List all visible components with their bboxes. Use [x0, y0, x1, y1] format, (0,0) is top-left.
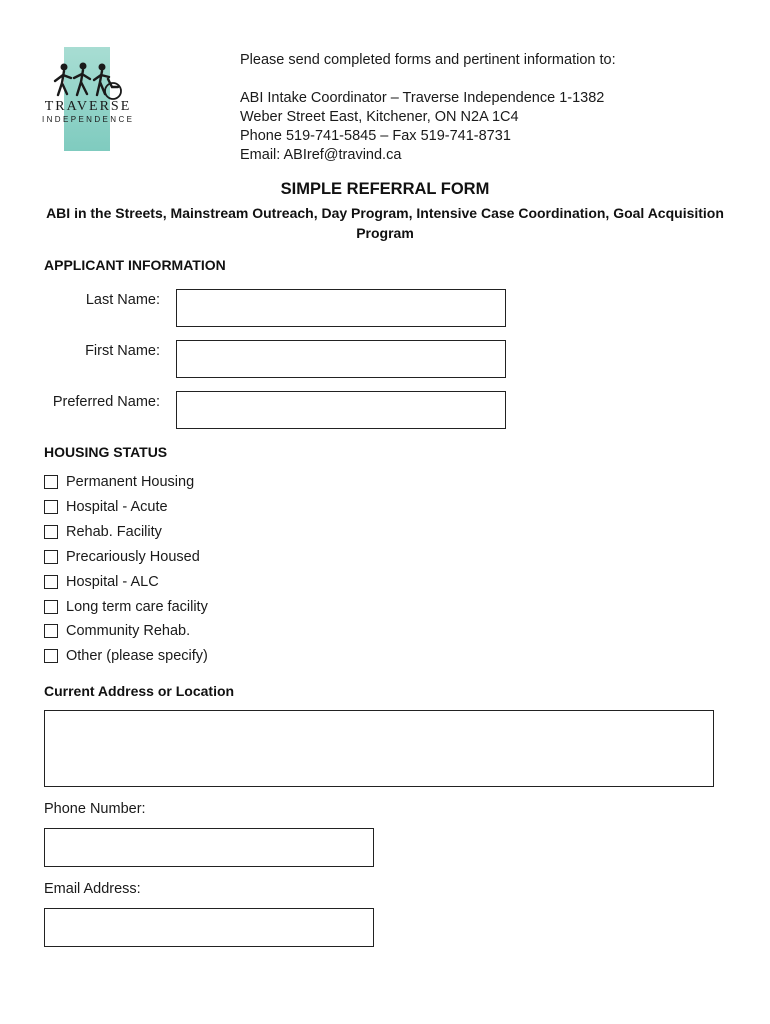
logo-wordmark: TRAVERSE — [44, 99, 132, 114]
housing-option-permanent[interactable] — [44, 472, 194, 492]
housing-option-label: Precariously Housed — [66, 549, 200, 565]
first-name-field[interactable] — [176, 340, 506, 378]
logo-figures-icon — [50, 61, 126, 103]
housing-option-rehab-facility[interactable] — [44, 522, 162, 542]
preferred-name-field[interactable] — [176, 391, 506, 429]
contact-intro: Please send completed forms and pertinent information to: — [240, 52, 616, 68]
checkbox[interactable] — [44, 525, 58, 539]
housing-option-label: Other (please specify) — [66, 648, 208, 664]
housing-option-hospital-alc[interactable] — [44, 572, 159, 592]
housing-heading: HOUSING STATUS — [44, 444, 168, 460]
housing-option-label: Community Rehab. — [66, 623, 191, 639]
checkbox[interactable] — [44, 500, 58, 514]
email-label: Email Address: — [44, 881, 141, 897]
traverse-logo — [42, 47, 134, 151]
form-subtitle: ABI in the Streets, Mainstream Outreach, Day Program, Intensive Case Coordination, Goal Acquisition Program — [46, 205, 724, 241]
last-name-field[interactable] — [176, 289, 506, 327]
logo-tagline: INDEPENDENCE — [42, 115, 135, 124]
address-heading: Current Address or Location — [44, 683, 235, 699]
address-field[interactable] — [44, 710, 714, 787]
contact-line-phone-fax: Phone 519-741-5845 – Fax 519-741-8731 — [240, 128, 511, 144]
contact-line-email: Email: ABIref@travind.ca — [240, 147, 402, 163]
checkbox[interactable] — [44, 475, 58, 489]
phone-label: Phone Number: — [44, 801, 146, 817]
housing-option-label: Long term care facility — [66, 599, 208, 615]
form-title: SIMPLE REFERRAL FORM — [280, 180, 490, 198]
housing-option-other[interactable] — [44, 646, 208, 666]
housing-option-label: Rehab. Facility — [66, 524, 162, 540]
checkbox[interactable] — [44, 624, 58, 638]
housing-option-hospital-acute[interactable] — [44, 497, 168, 517]
checkbox[interactable] — [44, 649, 58, 663]
preferred-name-label: Preferred Name: — [52, 394, 160, 410]
housing-option-community-rehab[interactable] — [44, 621, 190, 641]
housing-option-precariously-housed[interactable] — [44, 547, 200, 567]
last-name-label: Last Name: — [85, 292, 160, 308]
applicant-heading: APPLICANT INFORMATION — [44, 257, 226, 273]
contact-line-coordinator: ABI Intake Coordinator – Traverse Independence 1-1382 — [240, 90, 605, 106]
email-field[interactable] — [44, 908, 374, 947]
housing-option-long-term-care[interactable] — [44, 597, 208, 617]
housing-option-label: Hospital - ALC — [66, 574, 159, 590]
contact-line-address: Weber Street East, Kitchener, ON N2A 1C4 — [240, 109, 519, 125]
checkbox[interactable] — [44, 575, 58, 589]
housing-option-label: Permanent Housing — [66, 474, 195, 490]
checkbox[interactable] — [44, 550, 58, 564]
phone-field[interactable] — [44, 828, 374, 867]
housing-option-label: Hospital - Acute — [66, 499, 168, 515]
first-name-label: First Name: — [85, 343, 160, 359]
checkbox[interactable] — [44, 600, 58, 614]
contact-info — [240, 51, 616, 165]
